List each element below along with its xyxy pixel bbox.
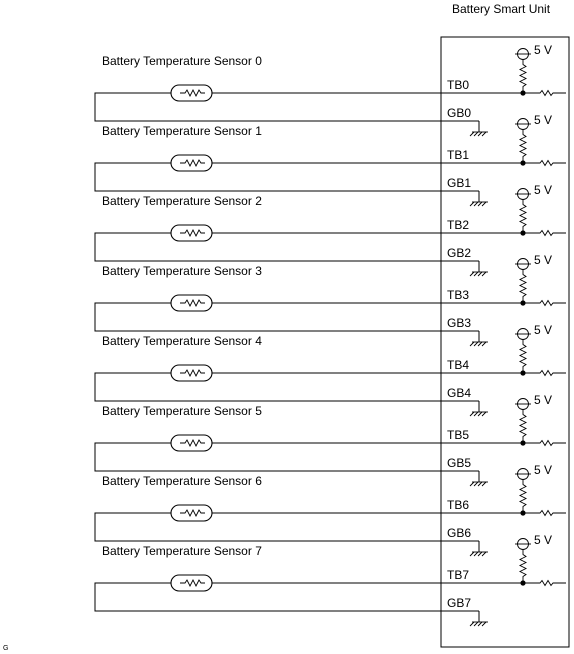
sensor-channel-2	[95, 183, 566, 276]
resistor-icon	[520, 480, 526, 514]
sensor-channel-6	[95, 463, 566, 556]
voltage-source-icon	[515, 469, 531, 480]
ground-terminal-label: GB3	[447, 316, 472, 330]
sensor-channel-0	[95, 43, 566, 136]
supply-voltage-label: 5 V	[534, 253, 553, 267]
signal-terminal-label: TB5	[447, 428, 470, 442]
resistor-icon	[520, 410, 526, 444]
signal-terminal-label: TB0	[447, 78, 470, 92]
voltage-source-icon	[515, 399, 531, 410]
thermistor-icon	[171, 155, 212, 171]
signal-terminal-label: TB7	[447, 568, 470, 582]
supply-voltage-label: 5 V	[534, 183, 553, 197]
resistor-icon	[523, 231, 566, 236]
voltage-source-icon	[515, 119, 531, 130]
sensor-channel-7	[95, 533, 566, 626]
signal-terminal-label: TB6	[447, 498, 470, 512]
signal-terminal-label: TB4	[447, 358, 470, 372]
thermistor-icon	[171, 225, 212, 241]
ground-terminal-label: GB0	[447, 106, 472, 120]
supply-voltage-label: 5 V	[534, 463, 553, 477]
resistor-icon	[520, 130, 526, 164]
resistor-icon	[523, 371, 566, 376]
sensor-wire-loop	[95, 373, 441, 401]
sensor-channel-5	[95, 393, 566, 486]
resistor-icon	[520, 200, 526, 234]
sensor-name-label: Battery Temperature Sensor 0	[102, 54, 262, 68]
thermistor-icon	[171, 295, 212, 311]
ground-icon	[470, 132, 488, 136]
resistor-icon	[523, 91, 566, 96]
voltage-source-icon	[515, 539, 531, 550]
sensor-wire-loop	[95, 583, 441, 611]
resistor-icon	[523, 441, 566, 446]
signal-terminal-label: TB3	[447, 288, 470, 302]
resistor-icon	[520, 550, 526, 584]
sensor-wire-loop	[95, 233, 441, 261]
voltage-source-icon	[515, 259, 531, 270]
sensor-channel-3	[95, 253, 566, 346]
unit-title: Battery Smart Unit	[452, 2, 551, 16]
sensor-wire-loop	[95, 163, 441, 191]
voltage-source-icon	[515, 49, 531, 60]
sensor-channel-4	[95, 323, 566, 416]
sensor-name-label: Battery Temperature Sensor 1	[102, 124, 262, 138]
resistor-icon	[523, 161, 566, 166]
resistor-icon	[520, 60, 526, 94]
thermistor-icon	[171, 435, 212, 451]
resistor-icon	[523, 301, 566, 306]
thermistor-icon	[171, 505, 212, 521]
sensor-channels	[95, 43, 566, 626]
sensor-wire-loop	[95, 303, 441, 331]
thermistor-icon	[171, 85, 212, 101]
ground-icon	[470, 552, 488, 556]
sensor-wire-loop	[95, 443, 441, 471]
sensor-name-label: Battery Temperature Sensor 3	[102, 264, 262, 278]
supply-voltage-label: 5 V	[534, 43, 553, 57]
ground-icon	[470, 342, 488, 346]
thermistor-icon	[171, 575, 212, 591]
voltage-source-icon	[515, 189, 531, 200]
resistor-icon	[520, 340, 526, 374]
sensor-wire-loop	[95, 513, 441, 541]
resistor-icon	[523, 581, 566, 586]
sensor-name-label: Battery Temperature Sensor 4	[102, 334, 262, 348]
sensor-wire-loop	[95, 93, 441, 121]
ground-icon	[470, 412, 488, 416]
battery-smart-unit-box	[441, 37, 569, 647]
ground-terminal-label: GB6	[447, 526, 472, 540]
ground-icon	[470, 272, 488, 276]
thermistor-icon	[171, 365, 212, 381]
sensor-channel-1	[95, 113, 566, 206]
ground-terminal-label: GB7	[447, 596, 472, 610]
supply-voltage-label: 5 V	[534, 113, 553, 127]
supply-voltage-label: 5 V	[534, 323, 553, 337]
supply-voltage-label: 5 V	[534, 393, 553, 407]
ground-terminal-label: GB1	[447, 176, 472, 190]
ground-icon	[470, 482, 488, 486]
corner-mark: G	[3, 645, 9, 652]
sensor-name-label: Battery Temperature Sensor 2	[102, 194, 262, 208]
ground-icon	[470, 622, 488, 626]
ground-terminal-label: GB5	[447, 456, 472, 470]
resistor-icon	[520, 270, 526, 304]
sensor-name-label: Battery Temperature Sensor 5	[102, 404, 262, 418]
voltage-source-icon	[515, 329, 531, 340]
ground-terminal-label: GB4	[447, 386, 472, 400]
signal-terminal-label: TB2	[447, 218, 470, 232]
sensor-name-label: Battery Temperature Sensor 6	[102, 474, 262, 488]
supply-voltage-label: 5 V	[534, 533, 553, 547]
sensor-name-label: Battery Temperature Sensor 7	[102, 544, 262, 558]
resistor-icon	[523, 511, 566, 516]
signal-terminal-label: TB1	[447, 148, 470, 162]
ground-terminal-label: GB2	[447, 246, 472, 260]
ground-icon	[470, 202, 488, 206]
